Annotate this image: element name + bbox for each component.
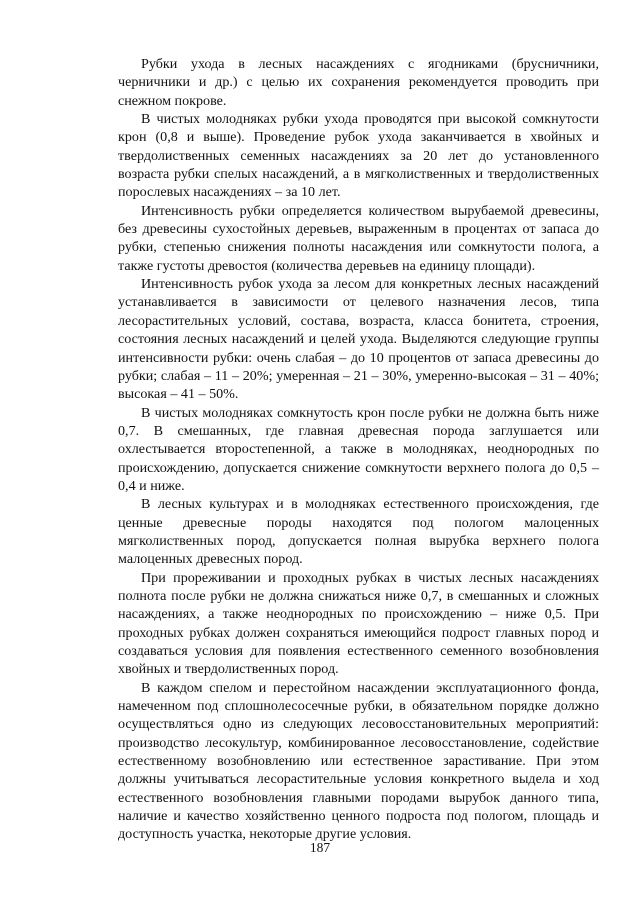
paragraph-intensity-groups: Интенсивность рубок ухода за лесом для конкретных лесных насаждений устанавливается в зависимости от целевого назначения лесов, типа лесорастительных условий, состава, возраста, класса бонитета, строения, состояния лесных насаждений и целей ухода. Выделяются следующие группы интенсивности рубки: очень слабая – до 10 процентов от запаса древесины до рубки; слабая – 11 – 20%; умеренная – 21 – 30%, умеренно-высокая – 31 – 40%; высокая – 41 – 50%.	[118, 276, 599, 403]
paragraph-reforestation: В каждом спелом и перестойном насаждении эксплуатационного фонда, намеченном под сплошнолесосечные рубки, в обязательном порядке должно осуществляться одно из следующих лесовосстановительных мероприятий: производство лесокультур, комбинированное лесовосстановление, содействие естественному возобновлению или естественное зарастивание. При этом должны учитываться лесорастительные условия конкретного выдела и ход естественного возобновления главными породами вырубок данного типа, наличие и качество хозяйственно ценного подроста под пологом, площадь и доступность участка, некоторые другие условия.	[118, 679, 599, 843]
body-text	[118, 55, 599, 844]
paragraph-crown-closure: В чистых молодняках сомкнутость крон после рубки не должна быть ниже 0,7. В смешанных, где главная древесная порода заглушается или охлестывается второстепенной, а также в молодняках, неоднородных по происхождению, допускается снижение сомкнутости верхнего полога до 0,5 – 0,4 и ниже.	[118, 404, 599, 494]
paragraph-cutting-intensity-definition: Интенсивность рубки определяется количеством вырубаемой древесины, без древесины сухостойных деревьев, выраженным в процентах от запаса до рубки, степенью снижения полноты насаждения или сомкнутости полога, а также густоты древостоя (количества деревьев на единицу площади).	[118, 202, 599, 274]
paragraph-forest-cultures: В лесных культурах и в молодняках естественного происхождения, где ценные древесные породы находятся под пологом малоценных мягколиственных пород, допускается полная вырубка верхнего полога малоценных древесных пород.	[118, 496, 599, 568]
paragraph-berry-stands: Рубки ухода в лесных насаждениях с ягодниками (брусничники, черничники и др.) с целью их сохранения рекомендуется проводить при снежном покрове.	[118, 56, 599, 109]
page-number: 187	[309, 840, 331, 855]
paragraph-thinning: При прореживании и проходных рубках в чистых лесных насаждениях полнота после рубки не должна снижаться ниже 0,7, в смешанных и сложных насаждениях, а также неоднородных по происхождению – ниже 0,5. При проходных рубках должен сохраняться имеющийся подрост главных пород и создаваться условия для появления естественного семенного возобновления хвойных и твердолиственных пород.	[118, 569, 599, 678]
paragraph-pure-young-stands: В чистых молодняках рубки ухода проводятся при высокой сомкнутости крон (0,8 и выше). Проведение рубок ухода заканчивается в хвойных и твердолиственных семенных насаждениях за 20 лет до установленного возраста рубки спелых насаждений, а в мягколиственных и твердолиственных порослевых насаждениях – за 10 лет.	[118, 111, 599, 201]
